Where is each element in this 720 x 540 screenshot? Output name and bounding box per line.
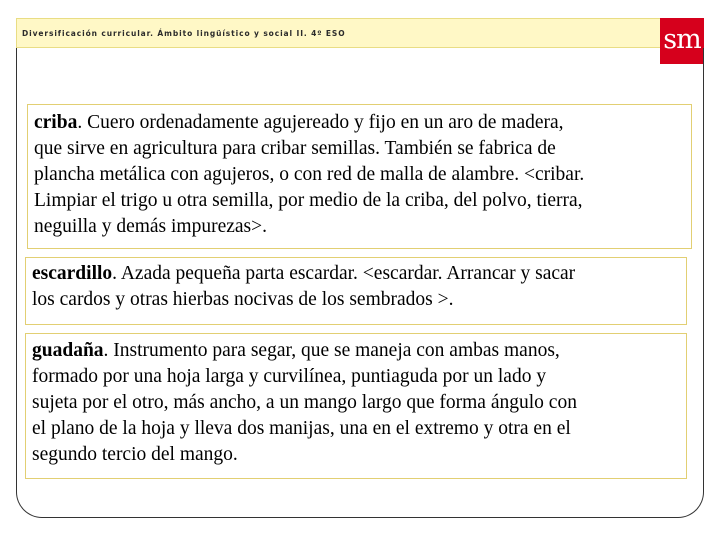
definition-line xyxy=(34,110,691,136)
definition-line: Limpiar el trigo u otra semilla, por medio de la criba, del polvo, tierra, xyxy=(34,190,583,211)
term-escardillo: escardillo xyxy=(32,263,113,284)
definition-line: los cardos y otras hierbas nocivas de los sembrados >. xyxy=(32,289,454,310)
definition-line: neguilla y demás impurezas>. xyxy=(34,216,268,237)
definition-text: . Cuero ordenadamente agujereado y fijo en un aro de madera, xyxy=(77,112,564,133)
definition-line: el plano de la hoja y lleva dos manijas, una en el extremo y otra en el xyxy=(32,418,571,439)
definition-line: formado por una hoja larga y curvilínea, puntiaguda por un lado y xyxy=(32,366,547,387)
definition-line: segundo tercio del mango. xyxy=(32,444,238,465)
definition-line: plancha metálica con agujeros, o con red de malla de alambre. <cribar. xyxy=(34,164,585,185)
definition-line: sujeta por el otro, más ancho, a un mango largo que forma ángulo con xyxy=(32,392,577,413)
definition-box-escardillo xyxy=(25,257,687,325)
definition-text: . Azada pequeña parta escardar. <escardar. Arrancar y sacar xyxy=(112,263,576,284)
definition-line: que sirve en agricultura para cribar semillas. También se fabrica de xyxy=(34,138,556,159)
term-criba: criba xyxy=(34,112,78,133)
definition-line xyxy=(32,261,686,287)
definition-text: . Instrumento para segar, que se maneja con ambas manos, xyxy=(103,340,560,361)
definition-box-guadana xyxy=(25,333,687,479)
term-guadana: guadaña xyxy=(32,340,104,361)
sm-logo: sm xyxy=(660,18,704,64)
header-title: Diversificación curricular. Ámbito lingüístico y social II. 4º ESO xyxy=(22,29,346,38)
definition-line xyxy=(32,338,686,364)
definition-box-criba xyxy=(27,104,692,249)
